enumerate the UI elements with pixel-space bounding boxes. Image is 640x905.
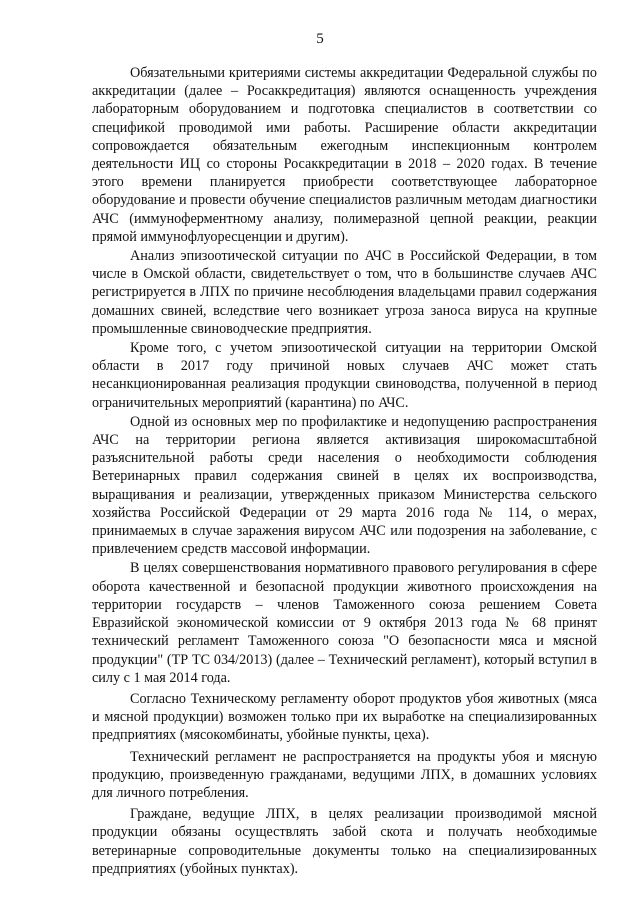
paragraph-prevention-measures: Одной из основных мер по профилактике и недопущению распространения АЧС на территории региона является активизация широкомасштабной разъяснительной работы среди населения о необходимости соблюдения Ветеринарных правил содержания свиней в целях их воспроизводства, выращивания и реализации, утвержденных приказом Министерства сельского хозяйства Российской Федерации от 29 марта 2016 года № 114, о мерах, принимаемых в случае заражения вирусом АЧС или подозрения на заболевание, с привлечением средств массовой информации. [92, 413, 597, 558]
paragraph-regulation-scope: Технический регламент не распространяется на продукты убоя и мясную продукцию, произведенную гражданами, ведущими ЛПХ, в домашних условиях для личного потребления. [92, 748, 597, 801]
page-number: 5 [316, 31, 324, 47]
paragraph-unauthorized-sales: Кроме того, с учетом эпизоотической ситуации на территории Омской области в 2017 году причиной новых случаев АЧС может стать несанкционированная реализация продукции свиноводства, полученной в период ограничительных мероприятий (карантина) по АЧС. [92, 340, 597, 411]
paragraph-accreditation: Обязательными критериями системы аккредитации Федеральной службы по аккредитации (далее – Росаккредитация) являются оснащенность учреждения лабораторным оборудованием и подготовка специалистов в соответствии со спецификой проводимой ими работы. Расширение области аккредитации сопровождается обязательным ежегодным инспекционным контролем деятельности ИЦ со стороны Росаккредитации в 2018 – 2020 годах. В течение этого времени планируется приобрести соответствующее лабораторное оборудование и провести обучение специалистов различным методам диагностики АЧС (иммуноферментному анализу, полимеразной цепной реакции, реакции прямой иммунофлуоресценции и другим). [92, 65, 597, 245]
paragraph-technical-regulation: В целях совершенствования нормативного правового регулирования в сфере оборота качественной и безопасной продукции животного происхождения на территории государств – членов Таможенного союза решением Совета Евразийской экономической комиссии от 9 октября 2013 года № 68 принят технический регламент Таможенного союза "О безопасности мяса и мясной продукции" (ТР ТС 034/2013) (далее – Технический регламент), который вступил в силу с 1 мая 2014 года. [92, 560, 597, 686]
paragraph-product-turnover: Согласно Техническому регламенту оборот продуктов убоя животных (мяса и мясной продукции) возможен только при их выработке на специализированных предприятиях (мясокомбинаты, убойные пункты, цеха). [92, 690, 597, 744]
paragraph-slaughter-requirements: Граждане, ведущие ЛПХ, в целях реализации производимой мясной продукции обязаны осуществлять забой скота и получать необходимые ветеринарные сопроводительные документы только на специализированных предприятиях (убойных пунктах). [92, 806, 597, 877]
paragraph-epizootic-analysis: Анализ эпизоотической ситуации по АЧС в Российской Федерации, в том числе в Омской области, свидетельствует о том, что в большинстве случаев АЧС регистрируется в ЛПХ по причине несоблюдения владельцами правил содержания домашних свиней, вследствие чего возникает угроза заноса вируса на крупные промышленные свиноводческие предприятия. [92, 248, 597, 337]
document-body [92, 64, 597, 878]
